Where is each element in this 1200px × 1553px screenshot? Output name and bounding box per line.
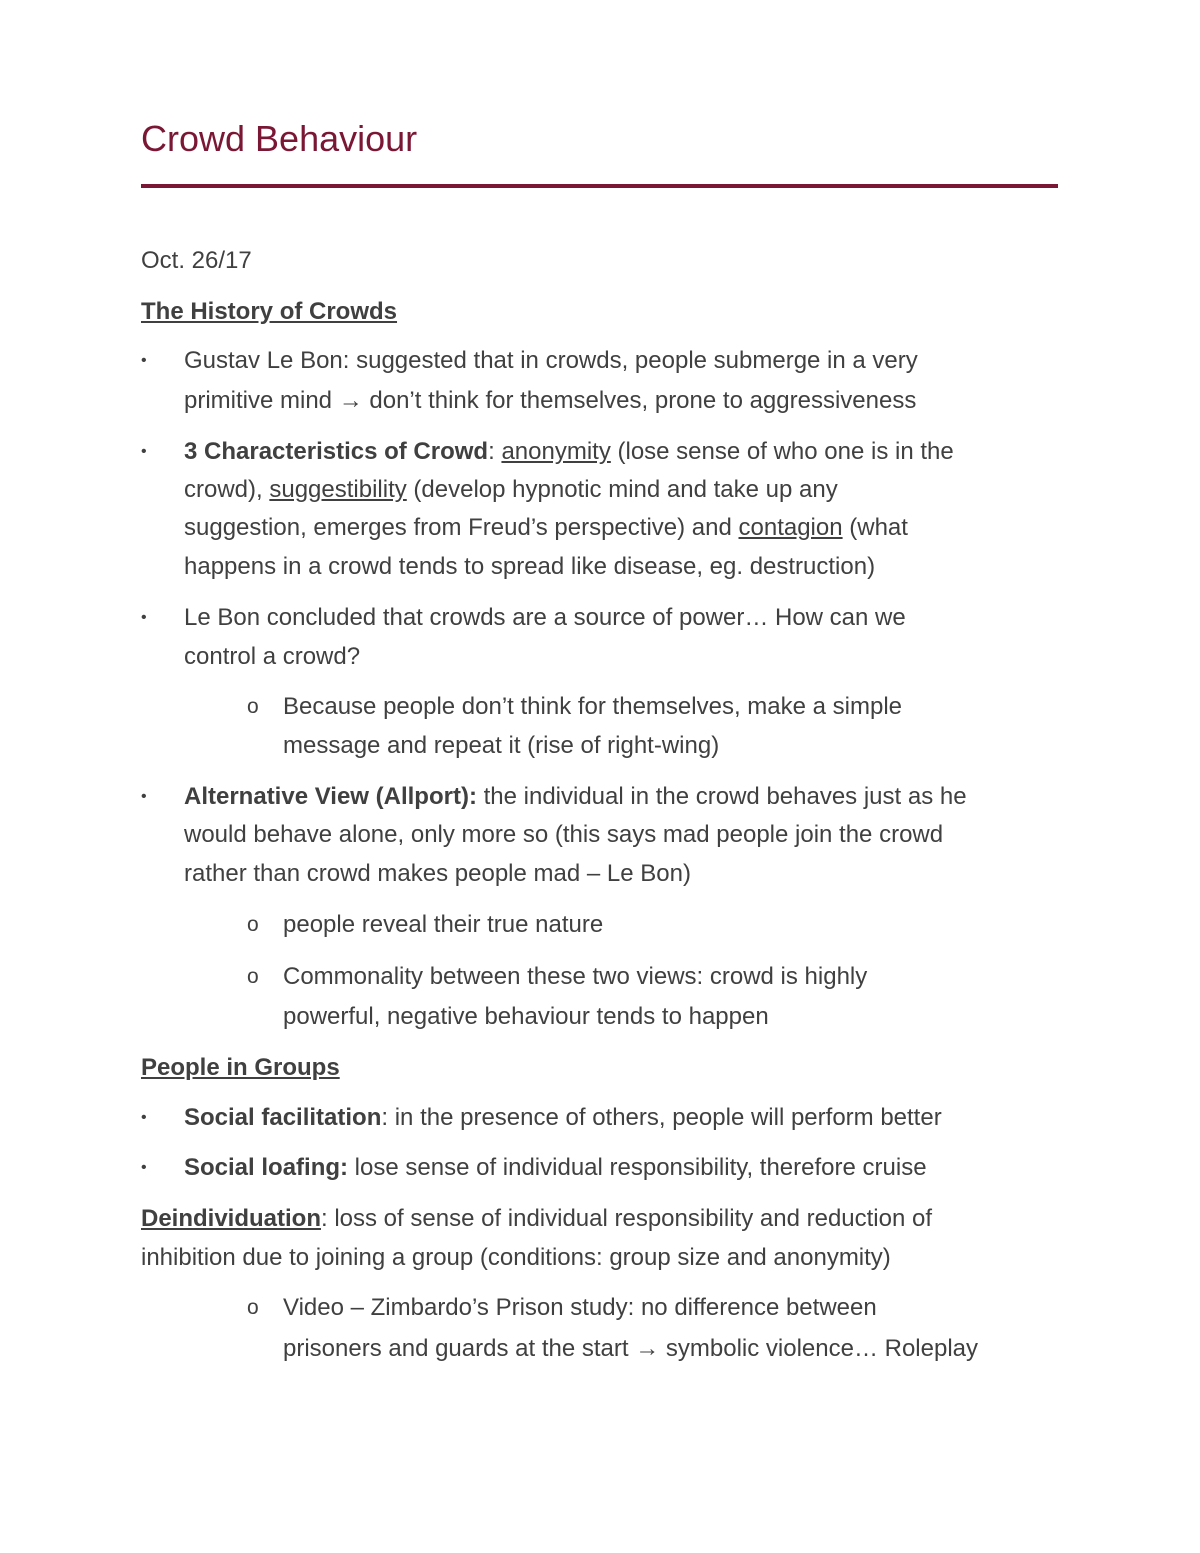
history-sub-1-line-1: Because people don’t think for themselves, make a simple: [283, 693, 902, 720]
history-sub-3-line-2: powerful, negative behaviour tends to happen: [283, 1003, 769, 1030]
history-bullet-1-line-2: [184, 381, 916, 421]
section-heading-history: The History of Crowds: [141, 298, 398, 325]
bullet-icon: •: [141, 443, 147, 460]
history-sub-2-line-1: people reveal their true nature: [283, 911, 604, 938]
text-fragment: (lose sense of who one is in the: [610, 438, 954, 465]
history-bullet-3-line-2: control a crowd?: [184, 643, 361, 670]
bullet-icon: •: [141, 788, 147, 805]
sub-bullet-icon: o: [247, 965, 259, 988]
bullet-icon: •: [141, 1109, 147, 1126]
arrow-right-icon: →: [338, 387, 363, 414]
history-bullet-4-line-2: would behave alone, only more so (this says mad people join the crowd: [184, 821, 944, 848]
underlined-term: contagion: [738, 514, 843, 541]
section-heading-groups: People in Groups: [141, 1054, 340, 1081]
history-bullet-4-line-3: rather than crowd makes people mad – Le Bon): [184, 860, 691, 887]
text-fragment: : loss of sense of individual responsibility and reduction of: [321, 1205, 933, 1232]
history-bullet-1-line-1: Gustav Le Bon: suggested that in crowds, people submerge in a very: [184, 347, 918, 374]
history-bullet-2-line-4: happens in a crowd tends to spread like disease, eg. destruction): [184, 553, 876, 580]
history-bullet-4-line-1: [184, 777, 967, 817]
text-fragment: :: [488, 438, 502, 465]
history-bullet-3-line-1: Le Bon concluded that crowds are a source of power… How can we: [184, 604, 906, 631]
bold-term: 3 Characteristics of Crowd: [184, 438, 489, 465]
underlined-term: anonymity: [501, 438, 611, 465]
text-fragment: : in the presence of others, people will perform better: [381, 1104, 942, 1131]
groups-bullet-2: [184, 1148, 927, 1188]
bullet-icon: •: [141, 352, 147, 369]
sub-bullet-icon: o: [247, 695, 259, 718]
text-fragment: (develop hypnotic mind and take up any: [406, 476, 838, 503]
bullet-icon: •: [141, 1159, 147, 1176]
text-fragment: primitive mind: [184, 387, 333, 414]
history-sub-3-line-1: Commonality between these two views: crowd is highly: [283, 963, 868, 990]
deindividuation-line-1: [141, 1199, 932, 1239]
text-fragment: crowd),: [184, 476, 270, 503]
groups-bullet-1: [184, 1098, 942, 1138]
page-title: Crowd Behaviour: [141, 118, 418, 159]
bold-term: Alternative View (Allport):: [184, 783, 477, 810]
sub-bullet-icon: o: [247, 1296, 259, 1319]
title-divider: [141, 184, 1058, 188]
text-fragment: suggestion, emerges from Freud’s perspective) and: [184, 514, 739, 541]
note-date: Oct. 26/17: [141, 247, 252, 274]
bullet-icon: •: [141, 609, 147, 626]
text-fragment: (what: [842, 514, 908, 541]
sub-bullet-icon: o: [247, 913, 259, 936]
history-bullet-2-line-2: [184, 470, 838, 510]
underlined-term: suggestibility: [269, 476, 407, 503]
deind-sub-line-2: [283, 1329, 978, 1369]
text-fragment: the individual in the crowd behaves just as he: [476, 783, 967, 810]
bold-term: Social loafing:: [184, 1154, 349, 1181]
deindividuation-line-2: inhibition due to joining a group (conditions: group size and anonymity): [141, 1244, 891, 1271]
text-fragment: prisoners and guards at the start: [283, 1335, 629, 1362]
bold-term: Social facilitation: [184, 1104, 382, 1131]
bold-underlined-term: Deindividuation: [141, 1205, 321, 1232]
deind-sub-line-1: Video – Zimbardo’s Prison study: no difference between: [283, 1294, 877, 1321]
text-fragment: don’t think for themselves, prone to aggressiveness: [369, 387, 917, 414]
history-bullet-2-line-3: [184, 508, 908, 548]
history-sub-1-line-2: message and repeat it (rise of right-wing): [283, 732, 720, 759]
arrow-right-icon: →: [635, 1335, 660, 1362]
text-fragment: symbolic violence… Roleplay: [665, 1335, 979, 1362]
text-fragment: lose sense of individual responsibility, therefore cruise: [348, 1154, 927, 1181]
history-bullet-2-line-1: [184, 432, 954, 472]
